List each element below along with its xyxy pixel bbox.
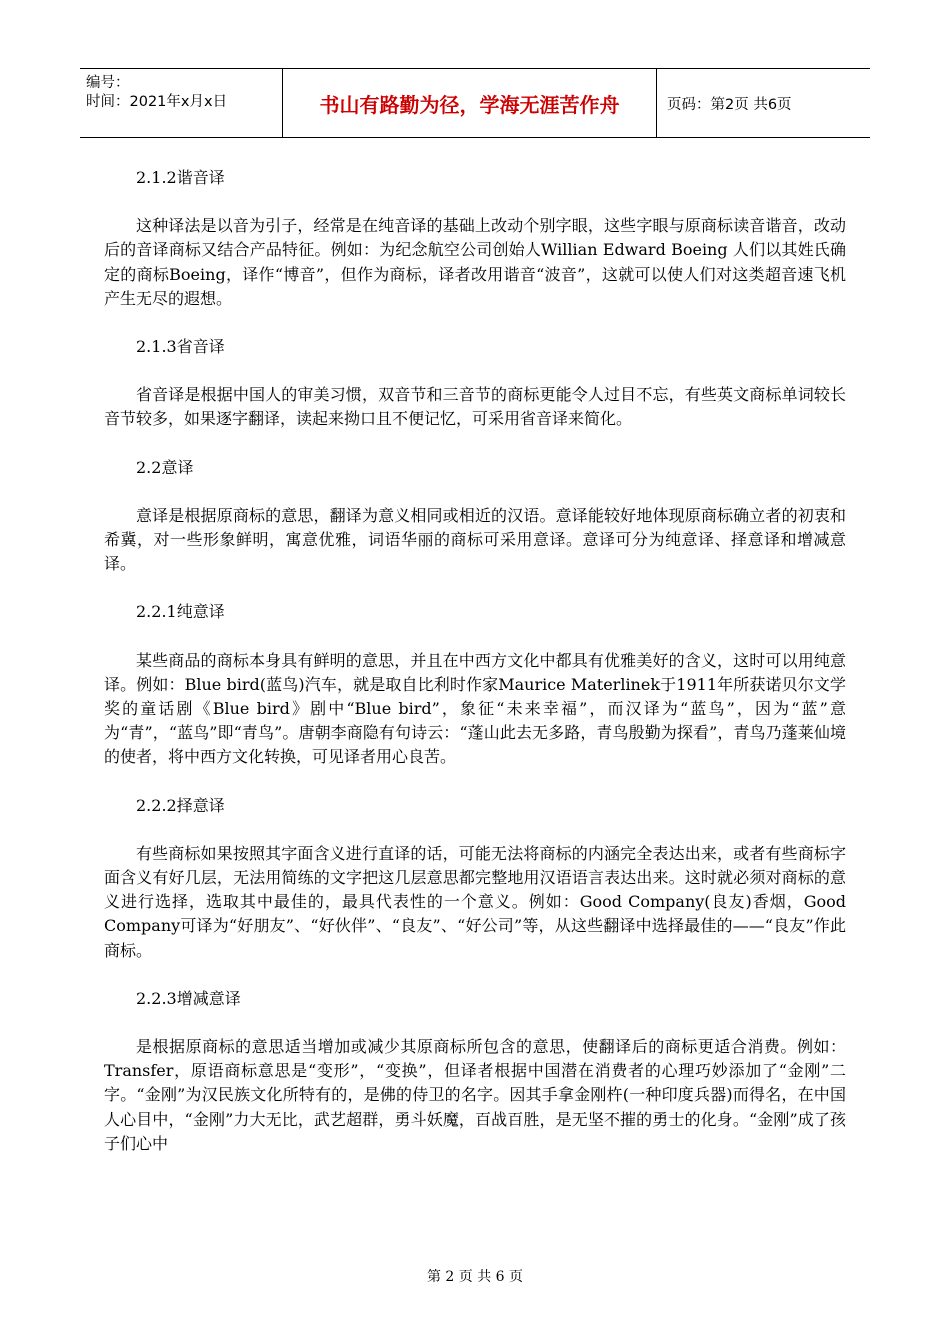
footer-page-number: 第 2 页 共 6 页: [426, 1269, 524, 1285]
paragraph: 这种译法是以音为引子，经常是在纯音译的基础上改动个别字眼，这些字眼与原商标读音谐音，改动后的音译商标又结合产品特征。例如：为纪念航空公司创始人Willian Edward Boeing 人们以其姓氏确定的商标Boeing，译作“博音”，但作为商标，译者改用谐音“波音”，这就可以使人们对这类超音速飞机产生无尽的遐想。: [104, 216, 846, 308]
paragraph: 意译是根据原商标的意思，翻译为意义相同或相近的汉语。意译能较好地体现原商标确立者的初衷和希冀，对一些形象鲜明，寓意优雅，词语华丽的商标可采用意译。意译可分为纯意译、择意译和增减意译。: [104, 505, 846, 574]
header-number: 编号：: [86, 75, 130, 91]
page-info-text: 页码：第2页 共6页: [667, 96, 792, 113]
header-motto: [283, 69, 657, 137]
header-time: 时间：2021年x月x日: [86, 94, 228, 110]
header-page-info: [657, 69, 870, 137]
page-header: [80, 68, 870, 138]
section-heading: 2.1.3省音译: [136, 337, 225, 357]
section-heading: 2.2.1纯意译: [136, 602, 225, 622]
section-heading: 2.2意译: [136, 457, 194, 477]
motto-text: 书山有路勤为径，学海无涯苦作舟: [319, 92, 620, 117]
paragraph: 某些商品的商标本身具有鲜明的意思，并且在中西方文化中都具有优雅美好的含义，这时可以用纯意译。例如：Blue bird(蓝鸟)汽车，就是取自比利时作家Maurice Materlinek于1911年所获诺贝尔文学奖的童话剧《Blue bird》剧中“Blue bird”，象征“未来幸福”，而汉译为“蓝鸟”，因为“蓝”意为“青”，“蓝鸟”即“青鸟”。唐朝李商隐有句诗云：“蓬山此去无多路，青鸟殷勤为探看”，青鸟乃蓬莱仙境的使者，将中西方文化转换，可见译者用心良苦。: [104, 650, 846, 767]
section-heading: 2.2.2择意译: [136, 795, 225, 815]
paragraph: 是根据原商标的意思适当增加或减少其原商标所包含的意思，使翻译后的商标更适合消费。例如：Transfer，原语商标意思是“变形”，“变换”，但译者根据中国潜在消费者的心理巧妙添加了“金刚”二字。“金刚”为汉民族文化所特有的，是佛的侍卫的名字。因其手拿金刚杵(一种印度兵器)而得名，在中国人心目中，“金刚”力大无比，武艺超群，勇斗妖魔，百战百胜，是无坚不摧的勇士的化身。“金刚”成了孩子们心中: [104, 1037, 846, 1153]
paragraph: 有些商标如果按照其字面含义进行直译的话，可能无法将商标的内涵完全表达出来，或者有些商标字面含义有好几层，无法用简练的文字把这几层意思都完整地用汉语语言表达出来。这时就必须对商标的意义进行选择，选取其中最佳的，最具代表性的一个意义。例如：Good Company(良友)香烟，Good Company可译为“好朋友”、“好伙伴”、“良友”、“好公司”等，从这些翻译中选择最佳的——“良友”作此商标。: [104, 843, 846, 960]
page-footer: [0, 1266, 950, 1286]
section-heading: 2.1.2谐音译: [136, 168, 225, 187]
header-meta: [80, 69, 283, 137]
paragraph: 省音译是根据中国人的审美习惯，双音节和三音节的商标更能令人过目不忘，有些英文商标单词较长音节较多，如果逐字翻译，读起来拗口且不便记忆，可采用省音译来简化。: [104, 385, 846, 429]
document-body: [104, 166, 846, 1180]
section-heading: 2.2.3增减意译: [136, 988, 241, 1008]
